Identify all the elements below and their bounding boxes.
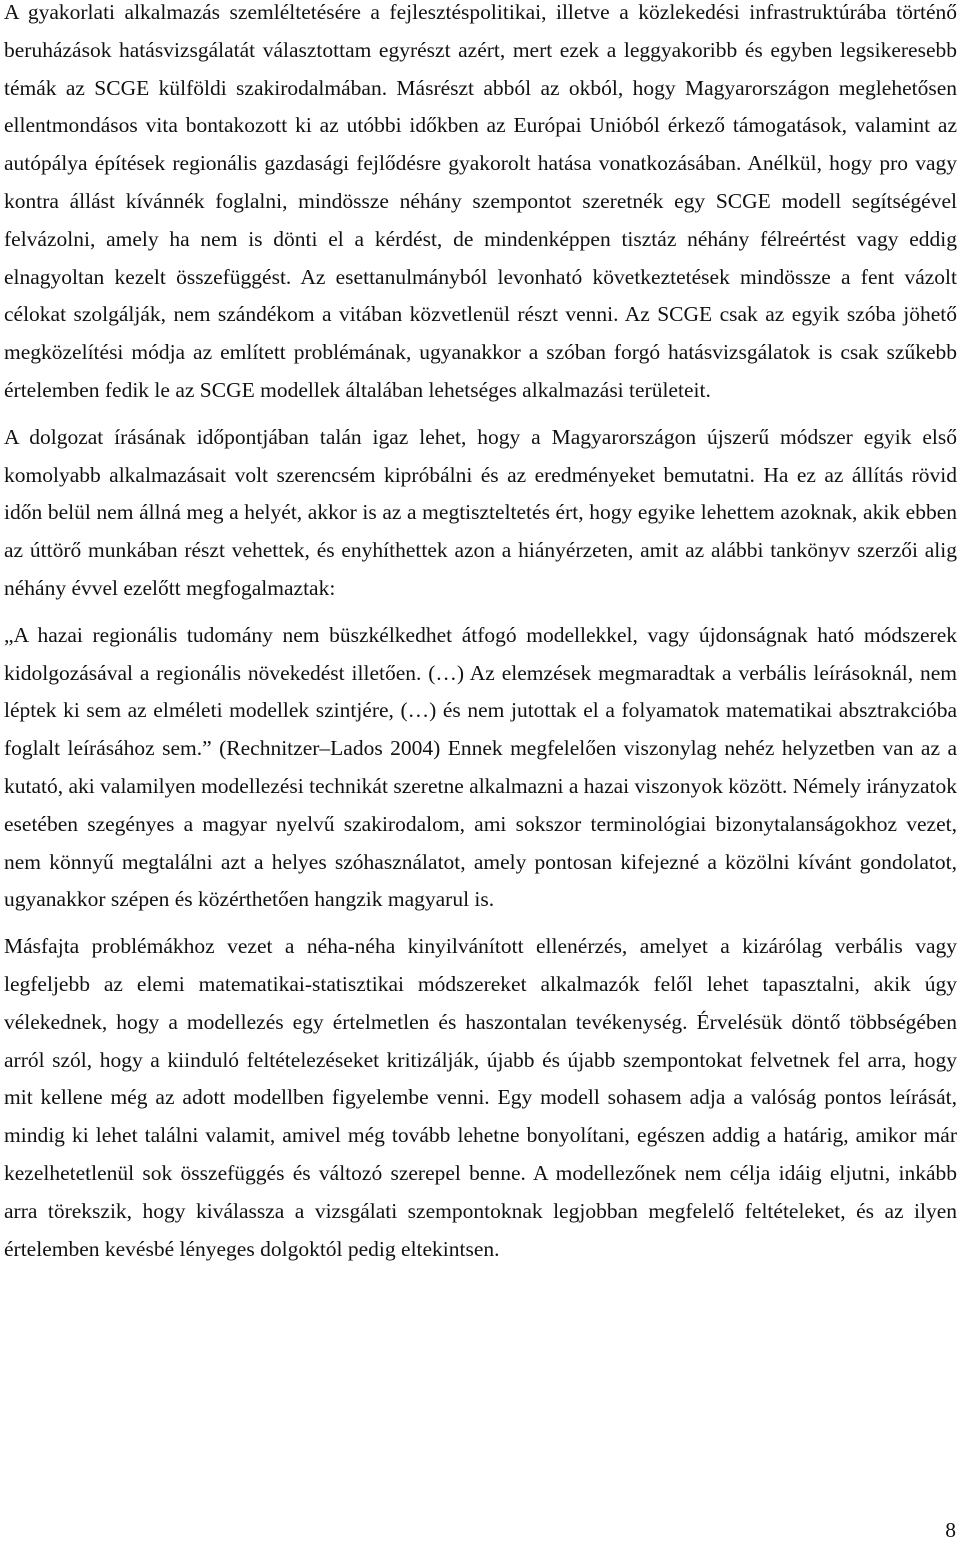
paragraph-3: „A hazai regionális tudomány nem büszkélkedhet átfogó modellekkel, vagy újdonságnak ható módszerek kidolgozásával a regionális növekedést illetően. (…) Az elemzések megmaradtak a verbális leírásoknál, nem léptek ki sem az elméleti modellek szintjére, (…) és nem jutottak el a folyamatok matematikai absztrakcióba foglalt leírásához sem.” (Rechnitzer–Lados 2004) Ennek megfelelően viszonylag nehéz helyzetben van az a kutató, aki valamilyen modellezési technikát szeretne alkalmazni a hazai viszonyok között. Némely irányzatok esetében szegényes a magyar nyelvű szakirodalom, ami sokszor terminológiai bizonytalanságokhoz vezet, nem könnyű megtalálni azt a helyes szóhasználatot, amely pontosan kifejezné a közölni kívánt gondolatot, ugyanakkor szépen és közérthetően hangzik magyarul is. — [4, 622, 957, 912]
page-number: 8 — [945, 1518, 956, 1542]
document-page — [4, 0, 957, 1268]
paragraph-4: Másfajta problémákhoz vezet a néha-néha kinyilvánított ellenérzés, amelyet a kizárólag verbális vagy legfeljebb az elemi matematikai-statisztikai módszereket alkalmazók felől lehet tapasztalni, akik úgy vélekednek, hogy a modellezés egy értelmetlen és haszontalan tevékenység. Érvelésük döntő többségében arról szól, hogy a kiinduló feltételezéseket kritizálják, újabb és újabb szempontokat felvetnek fel arra, hogy mit kellene még az adott modellben figyelembe venni. Egy modell sohasem adja a valóság pontos leírását, mindig ki lehet találni valamit, amivel még tovább lehetne bonyolítani, egészen addig a határig, amikor már kezelhetetlenül sok összefüggés és változó szerepel benne. A modellezőnek nem célja idáig eljutni, inkább arra törekszik, hogy kiválassza a vizsgálati szempontoknak legjobban megfelelő feltételeket, és az ilyen értelemben kevésbé lényeges dolgoktól pedig eltekintsen. — [4, 934, 957, 1261]
paragraph-2: A dolgozat írásának időpontjában talán igaz lehet, hogy a Magyarországon újszerű módszer egyik első komolyabb alkalmazásait volt szerencsém kipróbálni és az eredményeket bemutatni. Ha ez az állítás rövid időn belül nem állná meg a helyét, akkor is az a megtiszteltetés ért, hogy egyike lehettem azoknak, akik ebben az úttörő munkában részt vehettek, és enyhíthettek azon a hiányérzeten, amit az alábbi tankönyv szerzői alig néhány évvel ezelőtt megfogalmaztak: — [4, 424, 957, 600]
paragraph-1: A gyakorlati alkalmazás szemléltetésére a fejlesztéspolitikai, illetve a közlekedési infrastruktúrába történő beruházások hatásvizsgálatát választottam egyrészt azért, mert ezek a leggyakoribb és egyben legsikeresebb témák az SCGE külföldi szakirodalmában. Másrészt abból az okból, hogy Magyarországon meglehetősen ellentmondásos vita bontakozott ki az utóbbi időkben az Európai Unióból érkező támogatások, valamint az autópálya építések regionális gazdasági fejlődésre gyakorolt hatása vonatkozásában. Anélkül, hogy pro vagy kontra állást kívánnék foglalni, mindössze néhány szempontot szeretnék egy SCGE modell segítségével felvázolni, amely ha nem is dönti el a kérdést, de mindenképpen tisztáz néhány félreértést vagy eddig elnagyoltan kezelt összefüggést. Az esettanulmányból levonható következtetések mindössze a fent vázolt célokat szolgálják, nem szándékom a vitában közvetlenül részt venni. Az SCGE csak az egyik szóba jöhető megközelítési módja az említett problémának, ugyanakkor a szóban forgó hatásvizsgálatok is csak szűkebb értelemben fedik le az SCGE modellek általában lehetséges alkalmazási területeit. — [4, 0, 957, 402]
